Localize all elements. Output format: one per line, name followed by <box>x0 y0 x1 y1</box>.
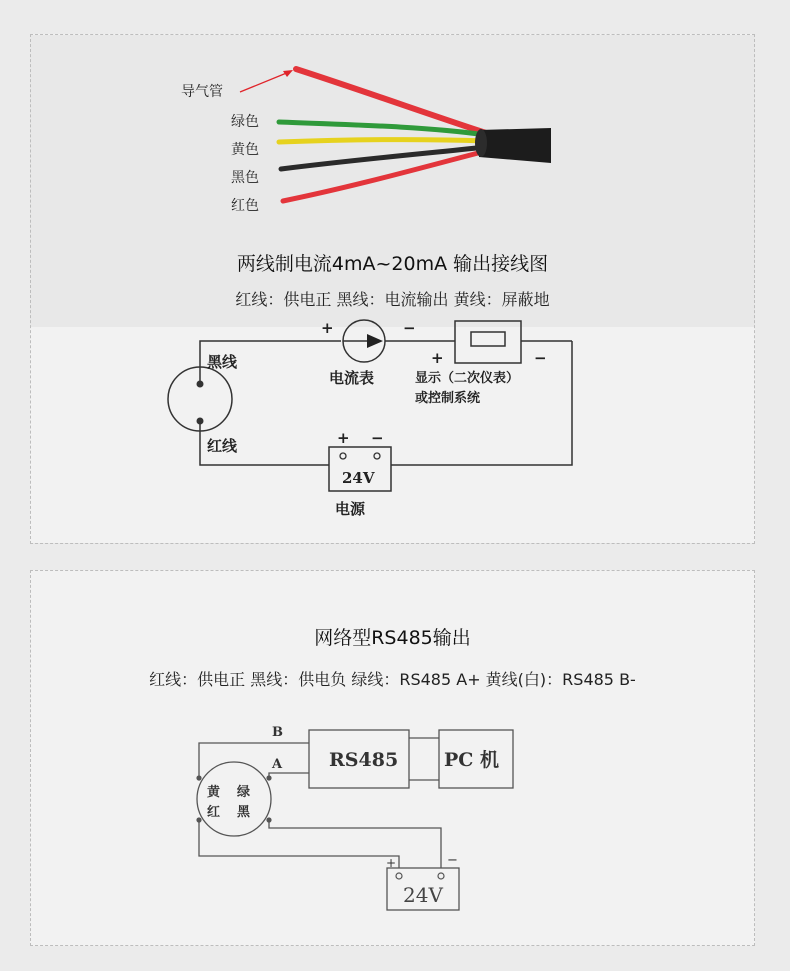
display-label-line1: 显示（二次仪表） <box>415 371 520 386</box>
two-wire-circuit <box>31 319 756 539</box>
black-wire-label: 黑线 <box>207 353 238 371</box>
yellow-pin-label: 黄 <box>207 785 221 800</box>
psu-minus-label: − <box>447 853 458 868</box>
red-wire-label: 红线 <box>207 437 238 455</box>
ammeter-arrow <box>367 334 383 348</box>
display-minus: − <box>534 349 547 367</box>
rs485-label: RS485 <box>329 749 399 771</box>
section2-title: 网络型RS485输出 <box>314 627 471 649</box>
line-a-label: A <box>272 757 283 772</box>
psu-label: 电源 <box>335 500 366 518</box>
psu-minus: − <box>371 429 384 447</box>
display-plus: + <box>431 349 444 367</box>
wire-label-yellow: 黄色 <box>231 142 259 158</box>
yellow-wire <box>279 140 486 142</box>
air-tube-arrow <box>240 72 289 92</box>
panel-rs485 <box>30 570 755 946</box>
wire-label-black: 黑色 <box>231 170 259 186</box>
psu-plus-label: + <box>386 856 397 870</box>
rs485-circuit <box>31 716 756 946</box>
black-pin-label: 黑 <box>237 805 251 820</box>
red-pin-label: 红 <box>207 805 221 820</box>
section1-subtitle: 红线：供电正 黑线：电流输出 黄线：屏蔽地 <box>235 290 550 309</box>
panel-two-wire <box>30 34 755 544</box>
wire-label-green: 绿色 <box>231 114 259 130</box>
psu-voltage-label: 24V <box>403 883 443 907</box>
air-tube-label: 导气管 <box>181 84 223 100</box>
section2-subtitle: 红线：供电正 黑线：供电负 绿线：RS485 A+ 黄线(白)：RS485 B- <box>149 670 636 689</box>
ammeter-minus: − <box>403 319 416 337</box>
green-pin-label: 绿 <box>237 785 251 800</box>
line-b-label: B <box>272 725 283 740</box>
cable-sheath <box>479 128 551 163</box>
psu-plus: + <box>337 429 350 447</box>
ammeter-plus: + <box>321 319 334 337</box>
display-label-line2: 或控制系统 <box>415 391 481 406</box>
display-box <box>455 321 521 363</box>
psu-voltage: 24V <box>342 469 375 487</box>
wire-label-red: 红色 <box>231 198 259 214</box>
cable-illustration <box>31 35 756 235</box>
ammeter-label: 电流表 <box>329 369 375 387</box>
pc-label: PC 机 <box>444 749 500 771</box>
section1-title: 两线制电流4mA~20mA 输出接线图 <box>236 253 549 275</box>
